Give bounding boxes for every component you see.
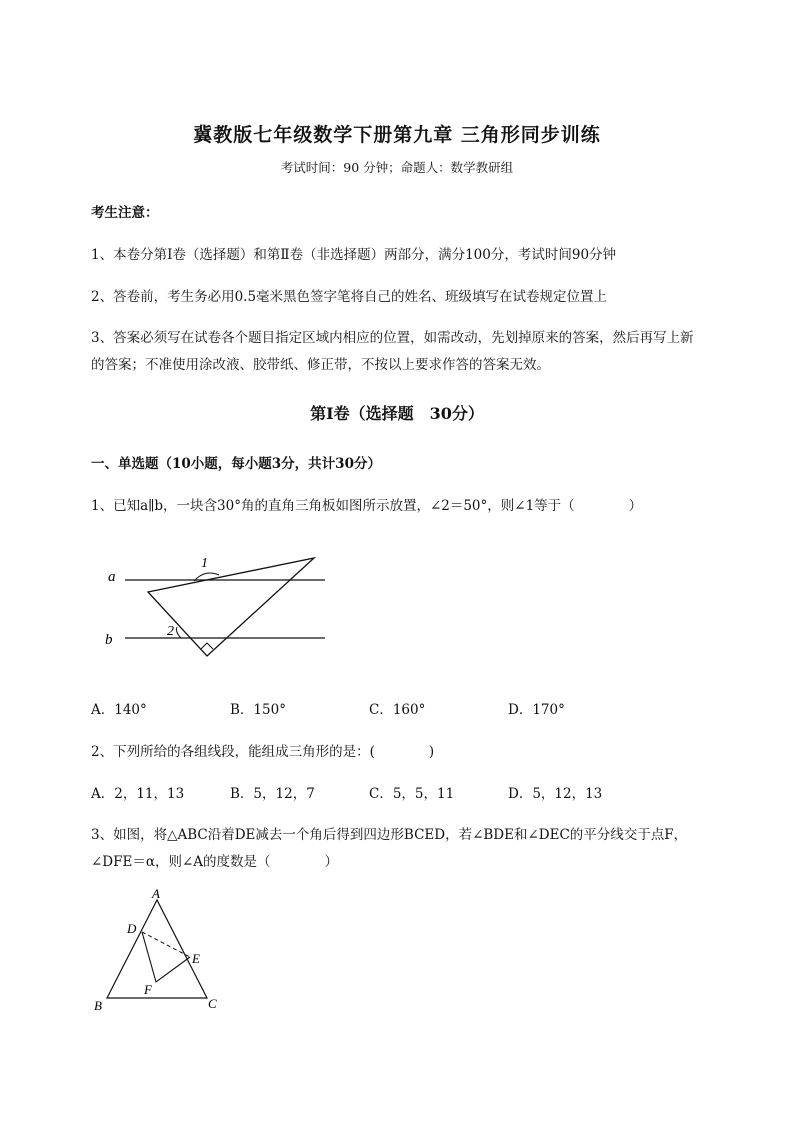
label-angle-2: 2: [167, 624, 174, 639]
question-2-text: 2、下列所给的各组线段，能组成三角形的是：( ): [91, 744, 435, 760]
q1-option-a[interactable]: A．140°: [91, 702, 147, 718]
set-square-triangle: [148, 558, 314, 656]
label-A: A: [152, 886, 160, 901]
label-a: a: [108, 569, 116, 585]
page-title: 冀教版七年级数学下册第九章 三角形同步训练: [193, 124, 601, 146]
question-1-text: 1、已知a∥b，一块含30°角的直角三角板如图所示放置，∠2＝50°，则∠1等于（ ）: [91, 498, 643, 514]
label-D: D: [127, 921, 137, 936]
triangle-abc: [107, 900, 207, 998]
question-3-text-line-1: 3、如图，将△ABC沿着DE减去一个角后得到四边形BCED，若∠BDE和∠DEC的平分线交于点F，: [91, 827, 688, 843]
question-1-figure: [95, 545, 335, 665]
label-F: F: [144, 982, 152, 997]
fold-line-de: [142, 932, 190, 957]
part-title: 一、单选题（10小题，每小题3分，共计30分）: [91, 456, 381, 472]
section-title: 第Ⅰ卷（选择题 30分）: [310, 404, 484, 423]
label-b: b: [105, 632, 113, 648]
label-angle-1: 1: [201, 556, 208, 571]
question-3-text-line-2: ∠DFE＝α，则∠A的度数是（ ）: [91, 854, 339, 870]
angle-2-arc: [177, 627, 182, 638]
q2-option-b[interactable]: B．5，12，7: [230, 786, 315, 802]
exam-info: 考试时间：90 分钟；命题人：数学教研组: [280, 160, 514, 175]
note-item-1: 1、本卷分第Ⅰ卷（选择题）和第Ⅱ卷（非选择题）两部分，满分100分，考试时间90分钟: [91, 247, 617, 263]
q2-option-d[interactable]: D．5，12，13: [508, 786, 603, 802]
q2-option-a[interactable]: A．2，11，13: [91, 786, 185, 802]
note-item-2: 2、答卷前，考生务必用0.5毫米黑色签字笔将自己的姓名、班级填写在试卷规定位置上: [91, 289, 608, 305]
note-item-3: 3、答案必须写在试卷各个题目指定区域内相应的位置，如需改动，先划掉原来的答案，然后再写上新: [91, 330, 694, 346]
label-C: C: [208, 996, 217, 1011]
notes-heading: 考生注意：: [91, 205, 159, 221]
q1-option-b[interactable]: B．150°: [230, 702, 286, 718]
label-E: E: [192, 951, 200, 966]
q1-option-c[interactable]: C．160°: [369, 702, 426, 718]
right-angle-mark: [201, 643, 213, 649]
note-item-3-continued: 的答案；不准使用涂改液、胶带纸、修正带，不按以上要求作答的答案无效。: [91, 357, 550, 373]
bisectors-df-ef: [142, 932, 190, 982]
question-3-figure: [88, 885, 228, 1015]
label-B: B: [94, 998, 102, 1013]
q2-option-c[interactable]: C．5，5，11: [369, 786, 455, 802]
q1-option-d[interactable]: D．170°: [508, 702, 565, 718]
